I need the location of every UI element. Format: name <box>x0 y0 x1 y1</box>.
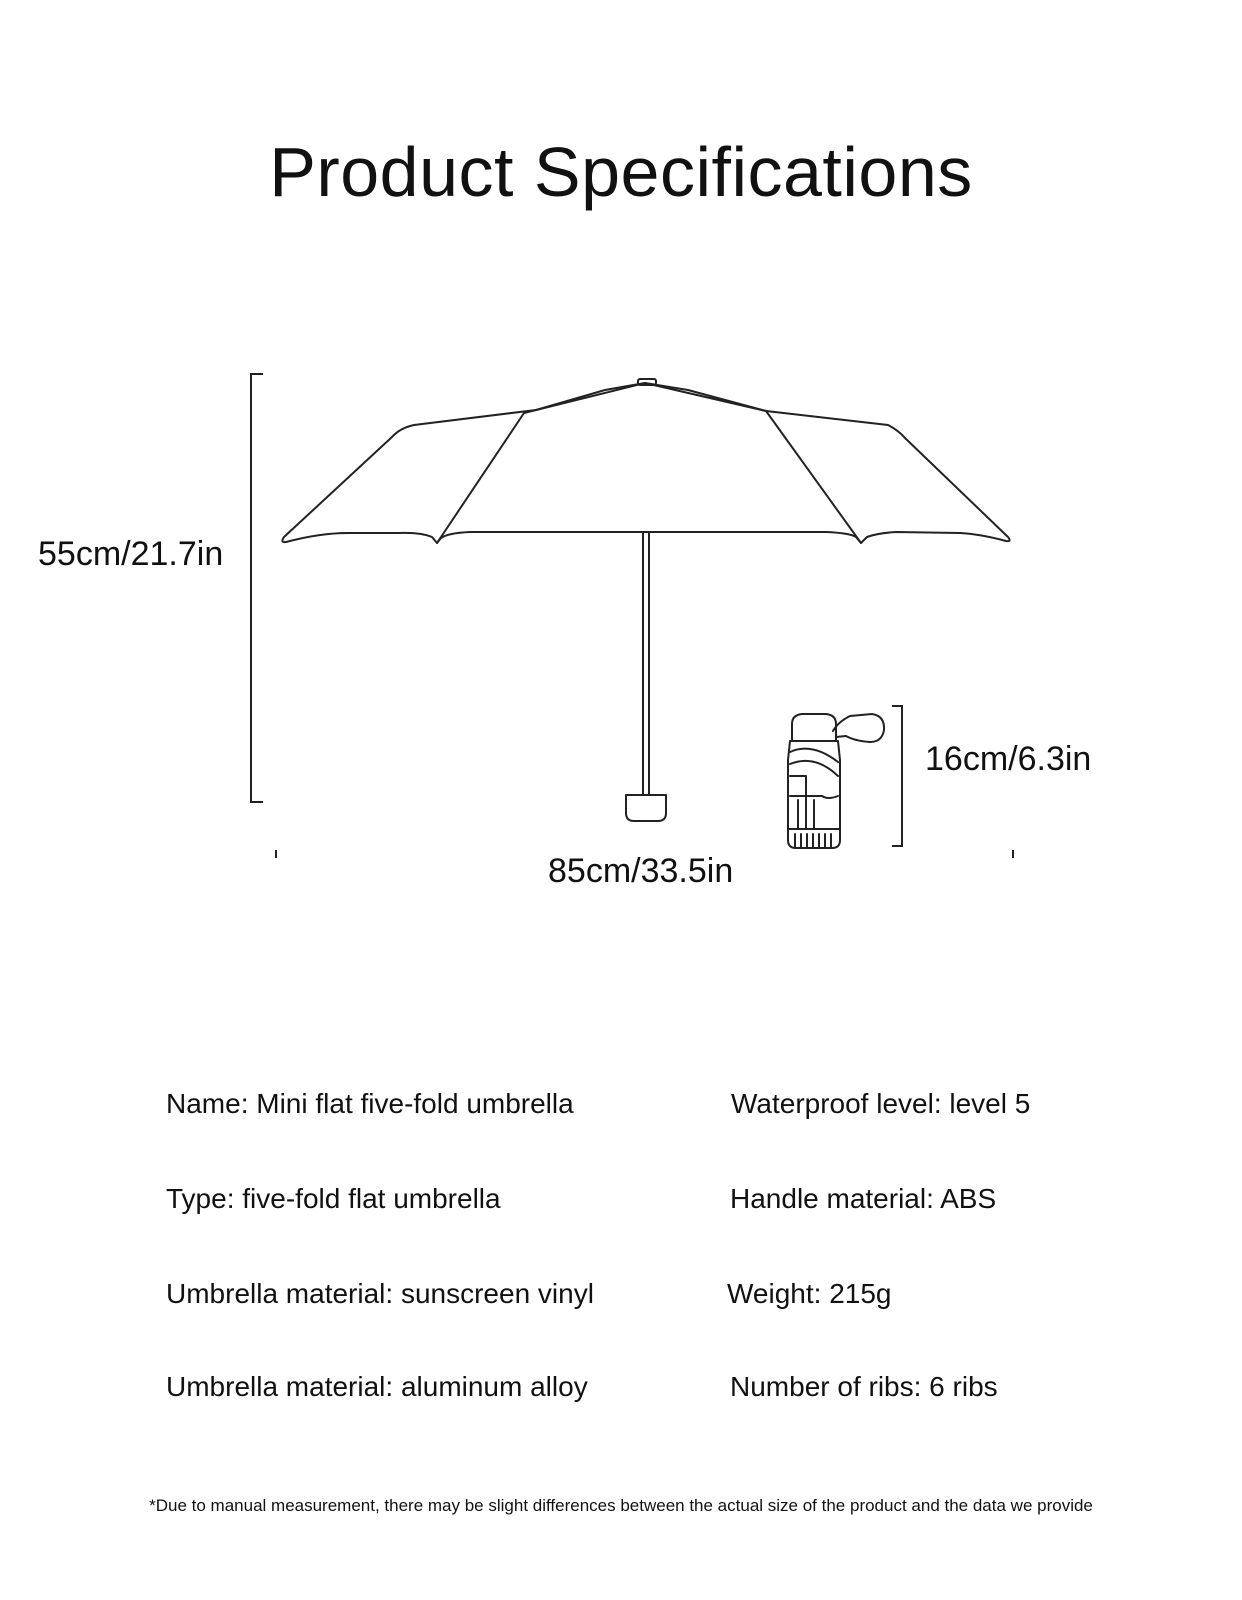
measurement-footnote: *Due to manual measurement, there may be slight differences between the actual size of the product and the data we provide <box>149 1496 1093 1515</box>
spec-frame-material: Umbrella material: aluminum alloy <box>166 1371 588 1402</box>
spec-weight: Weight: 215g <box>727 1278 892 1309</box>
spec-canopy-material: Umbrella material: sunscreen vinyl <box>166 1278 594 1309</box>
folded-bracket <box>892 706 902 846</box>
height-bracket <box>251 374 263 802</box>
height-dimension-label: 55cm/21.7in <box>38 535 224 573</box>
width-dimension-label: 85cm/33.5in <box>548 852 734 890</box>
open-umbrella-icon <box>282 379 1009 821</box>
page-title: Product Specifications <box>269 133 973 211</box>
spec-waterproof-level: Waterproof level: level 5 <box>731 1088 1031 1119</box>
spec-type: Type: five-fold flat umbrella <box>166 1183 501 1214</box>
spec-name: Name: Mini flat five-fold umbrella <box>166 1088 574 1119</box>
folded-dimension-label: 16cm/6.3in <box>925 740 1092 778</box>
spec-handle-material: Handle material: ABS <box>730 1183 997 1214</box>
folded-umbrella-icon <box>788 714 884 848</box>
spec-rib-count: Number of ribs: 6 ribs <box>730 1371 998 1402</box>
